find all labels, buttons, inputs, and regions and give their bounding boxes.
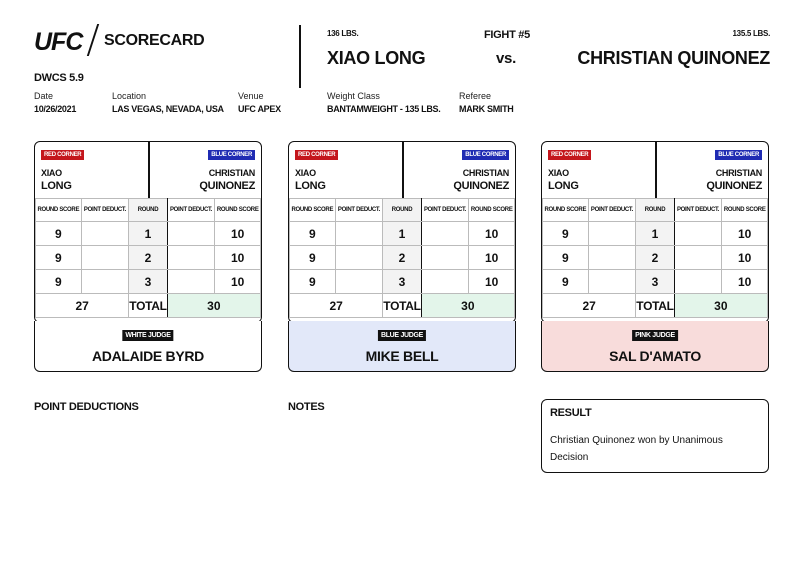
round-number: 3 (636, 270, 674, 294)
round-row (36, 246, 261, 270)
round-row (543, 246, 768, 270)
corner-divider (655, 142, 657, 198)
blue-round-score: 10 (722, 270, 768, 294)
round-header: ROUND (129, 199, 167, 222)
red-round-score: 9 (543, 270, 589, 294)
red-point-deduction (335, 246, 383, 270)
red-point-deduction (588, 270, 636, 294)
round-score-header: ROUND SCORE (543, 199, 589, 222)
score-table (35, 198, 261, 318)
blue-round-score: 10 (215, 270, 261, 294)
round-row (543, 222, 768, 246)
weight-class-value: BANTAMWEIGHT - 135 LBS. (327, 104, 441, 114)
total-row (290, 294, 515, 318)
blue-point-deduction (167, 222, 215, 246)
blue-round-score: 10 (722, 246, 768, 270)
corner-header (289, 142, 515, 199)
referee-value: MARK SMITH (459, 104, 514, 114)
round-row (290, 222, 515, 246)
blue-last-name: QUINONEZ (453, 180, 509, 192)
score-table (289, 198, 515, 318)
judge-name: MIKE BELL (365, 348, 439, 364)
round-number: 1 (383, 222, 421, 246)
judge-scorecard (288, 141, 516, 323)
judge-name: ADALAIDE BYRD (92, 348, 204, 364)
blue-round-score: 10 (469, 246, 515, 270)
round-header: ROUND (383, 199, 421, 222)
blue-first-name: CHRISTIAN (462, 168, 509, 178)
point-deduct-header: POINT DEDUCT. (335, 199, 383, 222)
judge-name: SAL D'AMATO (609, 348, 701, 364)
judge-badge: PINK JUDGE (632, 330, 678, 341)
blue-total: 30 (674, 294, 767, 318)
blue-corner-badge: BLUE CORNER (715, 150, 762, 160)
total-row (36, 294, 261, 318)
round-number: 2 (636, 246, 674, 270)
total-label: TOTAL (383, 294, 421, 318)
red-corner-badge: RED CORNER (548, 150, 591, 160)
red-round-score: 9 (543, 222, 589, 246)
red-round-score: 9 (36, 246, 82, 270)
total-label: TOTAL (636, 294, 674, 318)
red-point-deduction (335, 270, 383, 294)
score-table-header (290, 199, 515, 222)
location-value: LAS VEGAS, NEVADA, USA (112, 104, 224, 114)
red-round-score: 9 (290, 270, 336, 294)
judge-badge: BLUE JUDGE (378, 330, 426, 341)
blue-corner-badge: BLUE CORNER (208, 150, 255, 160)
red-point-deduction (81, 222, 129, 246)
page-title: SCORECARD (104, 32, 205, 49)
corner-header (542, 142, 768, 199)
round-number: 1 (636, 222, 674, 246)
red-round-score: 9 (36, 270, 82, 294)
red-total: 27 (543, 294, 636, 318)
blue-point-deduction (421, 246, 469, 270)
corner-header (35, 142, 261, 199)
vs-label: vs. (496, 50, 516, 67)
red-last-name: LONG (295, 180, 326, 192)
blue-total: 30 (167, 294, 260, 318)
point-deduct-header: POINT DEDUCT. (588, 199, 636, 222)
round-number: 2 (383, 246, 421, 270)
header-divider (299, 25, 301, 88)
date-label: Date (34, 91, 54, 101)
red-point-deduction (588, 246, 636, 270)
round-score-header: ROUND SCORE (215, 199, 261, 222)
red-total: 27 (36, 294, 129, 318)
red-corner-badge: RED CORNER (295, 150, 338, 160)
blue-round-score: 10 (215, 222, 261, 246)
venue-label: Venue (238, 91, 264, 101)
round-number: 3 (129, 270, 167, 294)
score-table (542, 198, 768, 318)
location-label: Location (112, 91, 147, 101)
venue-value: UFC APEX (238, 104, 281, 114)
blue-point-deduction (674, 246, 722, 270)
total-label: TOTAL (129, 294, 167, 318)
red-round-score: 9 (290, 246, 336, 270)
point-deduct-header: POINT DEDUCT. (674, 199, 722, 222)
corner-divider (402, 142, 404, 198)
red-first-name: XIAO (295, 168, 316, 178)
red-round-score: 9 (36, 222, 82, 246)
round-row (543, 270, 768, 294)
blue-round-score: 10 (469, 270, 515, 294)
blue-point-deduction (674, 222, 722, 246)
red-corner-badge: RED CORNER (41, 150, 84, 160)
red-weight: 136 LBS. (327, 29, 359, 38)
red-fighter-name: XIAO LONG (327, 48, 426, 68)
result-heading: RESULT (550, 407, 592, 419)
total-row (543, 294, 768, 318)
judge-scorecard (541, 141, 769, 323)
round-header: ROUND (636, 199, 674, 222)
blue-round-score: 10 (215, 246, 261, 270)
round-row (290, 270, 515, 294)
blue-point-deduction (421, 222, 469, 246)
round-number: 2 (129, 246, 167, 270)
corner-divider (148, 142, 150, 198)
red-last-name: LONG (548, 180, 579, 192)
date-value: 10/26/2021 (34, 104, 77, 114)
round-score-header: ROUND SCORE (290, 199, 336, 222)
red-point-deduction (81, 246, 129, 270)
weight-class-label: Weight Class (327, 91, 380, 101)
round-row (36, 222, 261, 246)
blue-corner-badge: BLUE CORNER (462, 150, 509, 160)
blue-point-deduction (674, 270, 722, 294)
blue-round-score: 10 (722, 222, 768, 246)
blue-last-name: QUINONEZ (199, 180, 255, 192)
notes-heading: NOTES (288, 401, 325, 413)
result-box (541, 399, 769, 473)
round-score-header: ROUND SCORE (722, 199, 768, 222)
blue-point-deduction (421, 270, 469, 294)
point-deduct-header: POINT DEDUCT. (421, 199, 469, 222)
blue-round-score: 10 (469, 222, 515, 246)
red-last-name: LONG (41, 180, 72, 192)
blue-total: 30 (421, 294, 514, 318)
blue-first-name: CHRISTIAN (715, 168, 762, 178)
red-total: 27 (290, 294, 383, 318)
result-text: Christian Quinonez won by Unanimous Decision (550, 435, 723, 463)
judge-info (288, 321, 516, 372)
score-table-header (36, 199, 261, 222)
red-point-deduction (588, 222, 636, 246)
red-round-score: 9 (543, 246, 589, 270)
red-first-name: XIAO (548, 168, 569, 178)
score-table-header (543, 199, 768, 222)
blue-first-name: CHRISTIAN (208, 168, 255, 178)
judge-badge: WHITE JUDGE (122, 330, 173, 341)
ufc-logo: UFC (34, 28, 83, 56)
round-score-header: ROUND SCORE (469, 199, 515, 222)
red-point-deduction (335, 222, 383, 246)
judge-info (541, 321, 769, 372)
point-deduct-header: POINT DEDUCT. (167, 199, 215, 222)
point-deduct-header: POINT DEDUCT. (81, 199, 129, 222)
red-point-deduction (81, 270, 129, 294)
round-score-header: ROUND SCORE (36, 199, 82, 222)
blue-point-deduction (167, 270, 215, 294)
referee-label: Referee (459, 91, 492, 101)
blue-fighter-name: CHRISTIAN QUINONEZ (577, 48, 770, 68)
judge-scorecard (34, 141, 262, 323)
blue-weight: 135.5 LBS. (732, 29, 770, 38)
red-round-score: 9 (290, 222, 336, 246)
round-number: 3 (383, 270, 421, 294)
logo-divider (87, 24, 99, 56)
round-row (36, 270, 261, 294)
round-row (290, 246, 515, 270)
point-deductions-heading: POINT DEDUCTIONS (34, 401, 139, 413)
event-name: DWCS 5.9 (34, 72, 84, 84)
blue-last-name: QUINONEZ (706, 180, 762, 192)
fight-number: FIGHT #5 (484, 29, 530, 41)
blue-point-deduction (167, 246, 215, 270)
red-first-name: XIAO (41, 168, 62, 178)
round-number: 1 (129, 222, 167, 246)
judge-info (34, 321, 262, 372)
